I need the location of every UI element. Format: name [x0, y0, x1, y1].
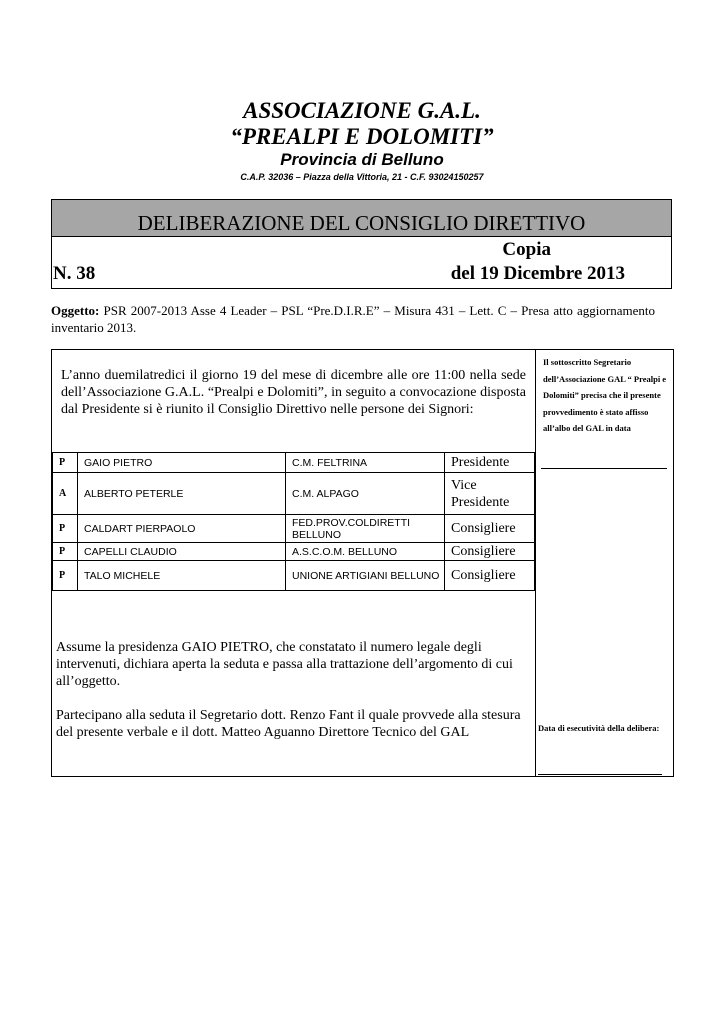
table-row [53, 515, 535, 543]
member-status: P [53, 515, 78, 543]
participants-paragraph: Partecipano alla seduta il Segretario dott. Renzo Fant il quale provvede alla stesura del presente verbale e il dott. Matteo Aguanno Direttore Tecnico del GAL [56, 708, 521, 740]
presidency-paragraph: Assume la presidenza GAIO PIETRO, che constatato il numero legale degli intervenuti, dichiara aperta la seduta e passa alla trattazione dell’argomento di cui all’oggetto. [56, 640, 513, 689]
deliberation-box [51, 199, 672, 289]
table-row [53, 473, 535, 515]
minutes-box [51, 349, 674, 777]
member-status: A [53, 473, 78, 515]
member-status: P [53, 453, 78, 473]
member-organization: C.M. FELTRINA [286, 453, 445, 473]
member-role: Presidente [445, 453, 535, 473]
member-organization: FED.PROV.COLDIRETTI BELLUNO [286, 515, 445, 543]
table-row [53, 561, 535, 591]
member-status: P [53, 561, 78, 591]
deliberation-number: N. 38 [53, 263, 96, 284]
copy-label: Copia [502, 239, 551, 260]
association-name: ASSOCIAZIONE G.A.L. [243, 98, 481, 123]
member-name: CALDART PIERPAOLO [78, 515, 286, 543]
member-name: CAPELLI CLAUDIO [78, 543, 286, 561]
member-status: P [53, 543, 78, 561]
deliberation-title: DELIBERAZIONE DEL CONSIGLIO DIRETTIVO [52, 200, 671, 237]
member-name: GAIO PIETRO [78, 453, 286, 473]
certification-column [535, 350, 674, 776]
members-table [52, 452, 535, 591]
association-subtitle: “PREALPI E DOLOMITI” [230, 124, 494, 149]
signature-line [541, 468, 667, 469]
member-organization: C.M. ALPAGO [286, 473, 445, 515]
member-role: Consigliere [445, 543, 535, 561]
province-line: Provincia di Belluno [280, 150, 444, 169]
table-row [53, 453, 535, 473]
member-role: Consigliere [445, 561, 535, 591]
subject-label: Oggetto: [51, 303, 100, 318]
member-name: TALO MICHELE [78, 561, 286, 591]
member-name: ALBERTO PETERLE [78, 473, 286, 515]
certification-text: Il sottoscritto Segretario dell’Associazione GAL “ Prealpi e Dolomiti” precisa che il presente provvedimento è stato affisso all’albo del GAL in data [543, 357, 667, 433]
member-role: Consigliere [445, 515, 535, 543]
table-row [53, 543, 535, 561]
deliberation-date: del 19 Dicembre 2013 [450, 263, 625, 284]
member-organization: UNIONE ARTIGIANI BELLUNO [286, 561, 445, 591]
intro-paragraph: L’anno duemilatredici il giorno 19 del mese di dicembre alle ore 11:00 nella sede dell’Associazione G.A.L. “Prealpi e Dolomiti”, in seguito a convocazione disposta dal Presidente si è riunito il Consiglio Direttivo nelle persone dei Signori: [61, 368, 526, 417]
address-line: C.A.P. 32036 – Piazza della Vittoria, 21 - C.F. 93024150257 [240, 172, 484, 182]
member-role: Vice Presidente [445, 473, 535, 515]
executivity-date-label: Data di esecutività della delibera: [538, 723, 660, 733]
subject-text: PSR 2007-2013 Asse 4 Leader – PSL “Pre.D.I.R.E” – Misura 431 – Lett. C – Presa atto aggiornamento inventario 2013. [51, 303, 655, 335]
member-organization: A.S.C.O.M. BELLUNO [286, 543, 445, 561]
subject [51, 302, 655, 336]
executivity-line [538, 774, 662, 775]
